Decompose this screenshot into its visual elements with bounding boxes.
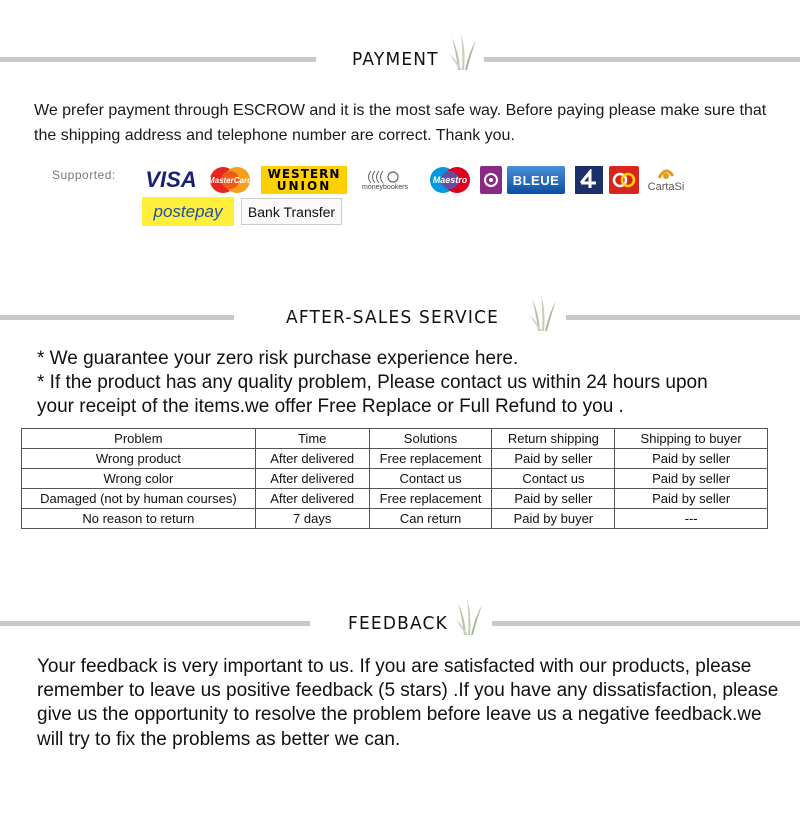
table-cell: ---	[615, 509, 768, 529]
visa-logo-text: VISA	[145, 167, 197, 192]
maestro-logo	[425, 166, 475, 194]
feedback-title: FEEDBACK	[348, 613, 448, 635]
table-cell: Paid by buyer	[492, 509, 615, 529]
table-row	[22, 449, 768, 469]
after-sales-rule-left	[0, 315, 234, 320]
supported-label: Supported:	[52, 168, 116, 182]
table-header-row	[22, 429, 768, 449]
table-cell: Can return	[369, 509, 492, 529]
table-header-cell: Shipping to buyer	[615, 429, 768, 449]
4b-mark-icon	[578, 169, 600, 191]
table-header-cell: Problem	[22, 429, 256, 449]
after-sales-line: * We guarantee your zero risk purchase experience here.	[37, 348, 519, 369]
table-cell: 7 days	[255, 509, 369, 529]
table-cell: After delivered	[255, 449, 369, 469]
feedback-rule-right	[492, 621, 800, 626]
payment-text: We prefer payment through ESCROW and it is the most safe way. Before paying please make sure that the shipping address and telephone number are correct. Thank you.	[34, 102, 767, 144]
feedback-header	[0, 597, 800, 647]
swirl-icon	[483, 172, 499, 188]
table-cell: Damaged (not by human courses)	[22, 489, 256, 509]
after-sales-line: your receipt of the items.we offer Free Replace or Full Refund to you .	[37, 396, 624, 417]
mastercard-logo-text: MasterCard	[207, 175, 252, 185]
table-cell: Paid by seller	[492, 489, 615, 509]
payment-rule-left	[0, 57, 316, 62]
postepay-logo	[142, 197, 234, 226]
grass-icon	[530, 290, 560, 336]
feedback-text: Your feedback is very important to us. If you are satisfacted with our products, please remember to leave us positive feedback (5 stars) .If you have any dissatisfaction, please give us the opportunity to resolve the problem before leave us a negative feedback.we will try to fix the problems as better we can.	[37, 656, 779, 750]
table-cell: After delivered	[255, 489, 369, 509]
visa-logo	[142, 166, 200, 194]
after-sales-header	[0, 290, 800, 340]
table-row	[22, 489, 768, 509]
table-cell: Contact us	[369, 469, 492, 489]
solo-card-logo	[480, 166, 502, 194]
moneybookers-logo-text: moneybookers	[362, 183, 408, 191]
table-header-cell: Time	[255, 429, 369, 449]
table-cell: After delivered	[255, 469, 369, 489]
table-cell: Wrong color	[22, 469, 256, 489]
table-cell: No reason to return	[22, 509, 256, 529]
payment-title: PAYMENT	[352, 49, 439, 71]
cartasi-logo-text: CartaSi	[647, 181, 685, 193]
cartasi-logo	[643, 164, 689, 196]
table-cell: Paid by seller	[492, 449, 615, 469]
after-sales-title: AFTER-SALES SERVICE	[286, 307, 500, 329]
6000-logo	[609, 166, 639, 194]
moneybookers-waves-icon	[365, 170, 405, 184]
table-cell: Free replacement	[369, 449, 492, 469]
western-union-logo	[261, 166, 347, 194]
postepay-logo-text: postepay	[153, 201, 223, 221]
table-cell: Contact us	[492, 469, 615, 489]
6000-mark-icon	[612, 169, 636, 191]
table-header-cell: Solutions	[369, 429, 492, 449]
after-sales-line: * If the product has any quality problem, Please contact us within 24 hours upon	[37, 372, 708, 393]
grass-icon	[450, 32, 480, 72]
western-union-line2: UNION	[276, 179, 332, 193]
table-row	[22, 509, 768, 529]
bank-transfer-logo-text: Bank Transfer	[247, 203, 336, 220]
table-cell: Paid by seller	[615, 489, 768, 509]
bank-transfer-logo	[241, 198, 342, 225]
table-row	[22, 469, 768, 489]
payment-header	[0, 32, 800, 82]
after-sales-table	[21, 428, 768, 529]
moneybookers-logo	[352, 166, 418, 194]
4b-logo	[575, 166, 603, 194]
table-cell: Free replacement	[369, 489, 492, 509]
payment-rule-right	[484, 57, 800, 62]
maestro-logo-text: Maestro	[432, 175, 468, 185]
mastercard-logo	[205, 166, 255, 194]
feedback-rule-left	[0, 621, 310, 626]
cartasi-swirl-icon	[656, 167, 676, 181]
after-sales-rule-right	[566, 315, 800, 320]
table-header-cell: Return shipping	[492, 429, 615, 449]
table-cell: Paid by seller	[615, 469, 768, 489]
carte-bleue-logo-text: BLEUE	[512, 172, 560, 188]
after-sales-text	[37, 347, 777, 419]
table-cell: Paid by seller	[615, 449, 768, 469]
carte-bleue-logo	[507, 166, 565, 194]
western-union-line1: WESTERN	[267, 167, 341, 181]
table-cell: Wrong product	[22, 449, 256, 469]
grass-icon	[456, 594, 486, 640]
